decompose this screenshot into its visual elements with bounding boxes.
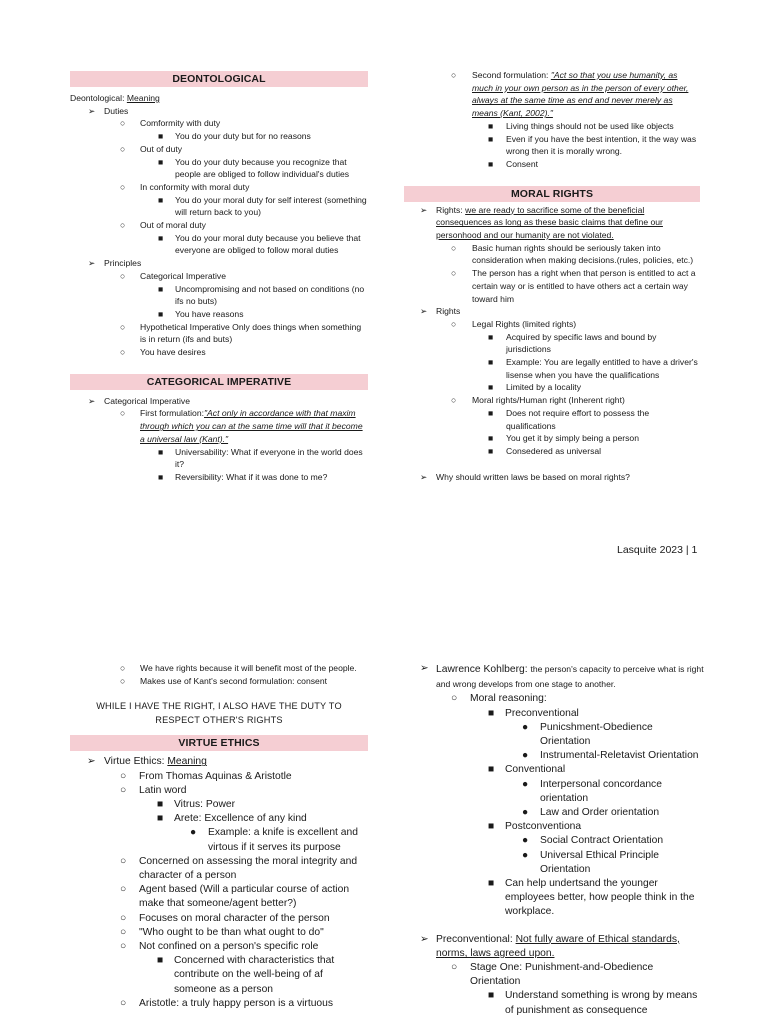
arrow-icon: ➢ bbox=[420, 663, 429, 674]
list-item: ■ Universability: What if everyone in the world does it? bbox=[158, 446, 363, 470]
list-item: ■ Concerned with characteristics that contribute on the well-being of af someone as a person bbox=[157, 955, 335, 995]
list-item-principles: ➢ Principles bbox=[88, 258, 142, 269]
list-item: ■ Reversibility: What if it was done to me? bbox=[158, 471, 328, 482]
square-icon: ■ bbox=[488, 433, 494, 444]
square-icon: ■ bbox=[158, 156, 164, 167]
list-item: ■ Does not require effort to possess the qualifications bbox=[488, 407, 650, 431]
list-item: ■ Preconventional bbox=[404, 707, 704, 721]
circle-icon: ○ bbox=[120, 884, 127, 896]
dot-icon: ● bbox=[190, 827, 197, 839]
square-icon: ■ bbox=[488, 120, 494, 131]
circle-icon: ○ bbox=[451, 962, 458, 974]
arrow-icon: ➢ bbox=[420, 471, 428, 482]
list-item-duties: ➢ Duties bbox=[88, 105, 129, 116]
circle-icon: ○ bbox=[120, 941, 127, 953]
circle-icon: ○ bbox=[120, 997, 127, 1009]
arrow-icon: ➢ bbox=[88, 105, 96, 116]
dot-icon: ● bbox=[522, 807, 529, 819]
circle-icon: ○ bbox=[451, 693, 458, 705]
list-item: ■ Limited by a locality bbox=[488, 382, 581, 393]
list-item: ■ Vitrus: Power bbox=[70, 798, 368, 812]
circle-icon: ○ bbox=[120, 770, 127, 782]
list-item: ○ Second formulation: "Act so that you use humanity, as much in your own person as in the person of every other, always at the same time as end and never merely as means (Kant, 2002)." bbox=[451, 70, 689, 119]
list-item: ○ Stage One: Punishment-and-Obedience Orientation bbox=[451, 962, 654, 988]
list-item: ■ Living things should not be used like objects bbox=[488, 120, 674, 131]
list-item: ■ Postconventiona bbox=[404, 820, 704, 834]
list-item: ■ You get it by simply being a person bbox=[488, 433, 639, 444]
section-header-moral-rights: MORAL RIGHTS bbox=[404, 186, 700, 202]
dot-icon: ● bbox=[522, 750, 529, 762]
dot-icon: ● bbox=[522, 778, 529, 790]
list-item: ● Social Contract Orientation bbox=[404, 834, 704, 848]
list-item: ➢ Lawrence Kohlberg: the person's capacity to perceive what is right and wrong develops from one stage to another. bbox=[420, 663, 704, 690]
circle-icon: ○ bbox=[120, 675, 126, 686]
arrow-icon: ➢ bbox=[420, 306, 428, 317]
circle-icon: ○ bbox=[451, 395, 457, 406]
list-item: ➢ Preconventional: Not fully aware of Ethical standards, norms, laws agreed upon. bbox=[420, 933, 680, 959]
deon-intro: Deontological: Meaning bbox=[70, 93, 160, 103]
square-icon: ■ bbox=[488, 133, 494, 144]
list-item: ○ From Thomas Aquinas & Aristotle bbox=[70, 770, 368, 784]
circle-icon: ○ bbox=[451, 242, 457, 253]
list-item: ■ Consedered as universal bbox=[488, 445, 602, 456]
square-icon: ■ bbox=[158, 446, 164, 457]
list-item: ○ Legal Rights (limited rights) bbox=[451, 318, 577, 329]
circle-icon: ○ bbox=[120, 663, 126, 673]
list-item: ○ Latin word bbox=[70, 784, 368, 798]
list-item: ○ Out of moral duty bbox=[120, 220, 206, 231]
list-item: ○ In conformity with moral duty bbox=[120, 181, 250, 192]
square-icon: ■ bbox=[157, 813, 164, 825]
square-icon: ■ bbox=[488, 331, 494, 342]
arrow-icon: ➢ bbox=[87, 756, 96, 768]
square-icon: ■ bbox=[488, 764, 495, 776]
page1-right-column bbox=[404, 69, 700, 483]
list-item: ● Punicshment-Obedience Orientation bbox=[522, 721, 653, 748]
circle-icon: ○ bbox=[120, 220, 126, 231]
arrow-icon: ➢ bbox=[420, 933, 429, 945]
section-header-virtue-ethics: VIRTUE ETHICS bbox=[70, 735, 368, 751]
circle-icon: ○ bbox=[451, 268, 457, 279]
section-header-categorical-imperative: CATEGORICAL IMPERATIVE bbox=[70, 374, 368, 390]
square-icon: ■ bbox=[488, 878, 495, 890]
circle-icon: ○ bbox=[120, 408, 126, 419]
square-icon: ■ bbox=[488, 357, 494, 368]
circle-icon: ○ bbox=[120, 912, 127, 924]
list-item: ○ Hypothetical Imperative Only does things when something is in return (ifs and buts) bbox=[120, 321, 362, 345]
list-item: ○ Concerned on assessing the moral integrity and character of a person bbox=[120, 855, 358, 882]
square-icon: ■ bbox=[157, 799, 164, 811]
list-item: ■ Conventional bbox=[404, 763, 704, 777]
list-item: ○ Not confined on a person's specific role bbox=[70, 940, 368, 954]
list-item: ○ Moral rights/Human right (Inherent right) bbox=[451, 395, 625, 406]
page2-left-column bbox=[70, 662, 368, 1011]
list-item: ➢ Why should written laws be based on moral rights? bbox=[420, 471, 630, 482]
circle-icon: ○ bbox=[120, 347, 126, 358]
list-item: ○ Categorical Imperative bbox=[120, 270, 226, 281]
arrow-icon: ➢ bbox=[420, 204, 428, 215]
square-icon: ■ bbox=[158, 308, 164, 319]
list-item: ○ We have rights because it will benefit most of the people. bbox=[120, 663, 357, 673]
list-item: ○ Aristotle: a truly happy person is a virtuous bbox=[70, 997, 368, 1011]
list-item: ➢ Categorical Imperative bbox=[88, 395, 190, 406]
section-header-deontological: DEONTOLOGICAL bbox=[70, 71, 368, 87]
dot-icon: ● bbox=[522, 721, 529, 733]
page2-right-column bbox=[404, 662, 704, 1018]
square-icon: ■ bbox=[488, 821, 495, 833]
list-item: ○ "Who ought to be than what ought to do" bbox=[70, 926, 368, 940]
square-icon: ■ bbox=[158, 232, 164, 243]
list-item: ■ Can help undertsand the younger employees better, how people think in the workplace. bbox=[488, 878, 695, 918]
square-icon: ■ bbox=[488, 707, 495, 719]
list-item: ■ Understand something is wrong by means of punishment as consequence bbox=[488, 990, 698, 1016]
dot-icon: ● bbox=[522, 849, 529, 861]
circle-icon: ○ bbox=[451, 318, 457, 329]
page-footer: Lasquite 2023 | 1 bbox=[617, 544, 698, 556]
square-icon: ■ bbox=[157, 955, 164, 967]
arrow-icon: ➢ bbox=[88, 395, 96, 406]
list-item: ● Instrumental-Reletavist Orientation bbox=[404, 749, 704, 763]
list-item-rights-definition: ➢ Rights: we are ready to sacrifice some of the beneficial consequences as long as these basic claims that define our personhood and our humanity are not violated. bbox=[420, 204, 663, 241]
circle-icon: ○ bbox=[120, 926, 127, 938]
list-item: ■ Example: You are legally entitled to have a driver's lisense when you have the qualifications bbox=[488, 357, 698, 380]
list-item: ○ The person has a right when that person is entitled to act a certain way or is entitled to have others act a certain way toward him bbox=[451, 268, 696, 304]
list-item: ○ Focuses on moral character of the person bbox=[70, 912, 368, 926]
list-item: ■ You do your duty because you recognize that people are obliged to follow individual's duties bbox=[158, 156, 350, 180]
square-icon: ■ bbox=[158, 471, 164, 482]
list-item: ■ Acquired by specific laws and bound by jurisdictions bbox=[488, 331, 657, 355]
square-icon: ■ bbox=[158, 283, 164, 294]
square-icon: ■ bbox=[488, 445, 494, 456]
circle-icon: ○ bbox=[120, 143, 126, 154]
list-item: ■ Consent bbox=[488, 158, 539, 169]
list-item: ■ You do your moral duty for self interest (something will return back to you) bbox=[158, 194, 367, 218]
list-item: ○ Moral reasoning: bbox=[404, 692, 704, 706]
square-icon: ■ bbox=[488, 382, 494, 393]
list-item: ➢ Virtue Ethics: Meaning bbox=[70, 755, 368, 769]
list-item: ○ You have desires bbox=[120, 347, 206, 358]
list-item: ● Universal Ethical Principle Orientation bbox=[522, 849, 660, 875]
list-item: ○ Comformity with duty bbox=[120, 118, 221, 129]
circle-icon: ○ bbox=[120, 118, 126, 129]
list-item: ■ You have reasons bbox=[158, 308, 244, 319]
list-item: ■ Even if you have the best intention, it the way was wrong then it is morally wrong. bbox=[488, 133, 697, 157]
square-icon: ■ bbox=[488, 407, 494, 418]
square-icon: ■ bbox=[488, 158, 494, 169]
list-item: ○ Basic human rights should be seriously taken into consideration when making decisions.(rules, policies, etc.) bbox=[451, 242, 694, 266]
list-item: ○ First formulation:"Act only in accordance with that maxim through which you can at the same time will that it become a universal law (Kant)." bbox=[120, 408, 363, 444]
square-icon: ■ bbox=[158, 131, 164, 142]
circle-icon: ○ bbox=[120, 321, 126, 332]
circle-icon: ○ bbox=[120, 181, 126, 192]
list-item: ○ Out of duty bbox=[120, 143, 183, 154]
square-icon: ■ bbox=[488, 990, 495, 1002]
list-item: ■ You do your moral duty because you believe that everyone are obliged to follow moral duties bbox=[158, 232, 361, 256]
circle-icon: ○ bbox=[120, 855, 127, 867]
list-item: ■ You do your duty but for no reasons bbox=[158, 131, 311, 142]
list-item: ■ Uncompromising and not based on conditions (no ifs no buts) bbox=[158, 283, 365, 307]
circle-icon: ○ bbox=[120, 270, 126, 281]
list-item: ● Example: a knife is excellent and virtous if it serves its purpose bbox=[190, 827, 358, 853]
list-item: ■ Arete: Excellence of any kind bbox=[70, 812, 368, 826]
dot-icon: ● bbox=[522, 835, 529, 847]
list-item: ● Law and Order orientation bbox=[404, 806, 704, 820]
circle-icon: ○ bbox=[451, 70, 457, 80]
square-icon: ■ bbox=[158, 194, 164, 205]
list-item: ○ Agent based (Will a particular course of action make that someone/agent better?) bbox=[120, 884, 350, 910]
list-item: ● Interpersonal concordance orientation bbox=[522, 778, 662, 804]
circle-icon: ○ bbox=[120, 784, 127, 796]
arrow-icon: ➢ bbox=[88, 258, 96, 269]
duty-statement: WHILE I HAVE THE RIGHT, I ALSO HAVE THE DUTY TO RESPECT OTHER'S RIGHTS bbox=[96, 701, 342, 725]
list-item-rights: ➢ Rights bbox=[420, 306, 461, 317]
page1-left-column bbox=[70, 71, 368, 484]
list-item: ○ Makes use of Kant's second formulation: consent bbox=[120, 675, 327, 686]
